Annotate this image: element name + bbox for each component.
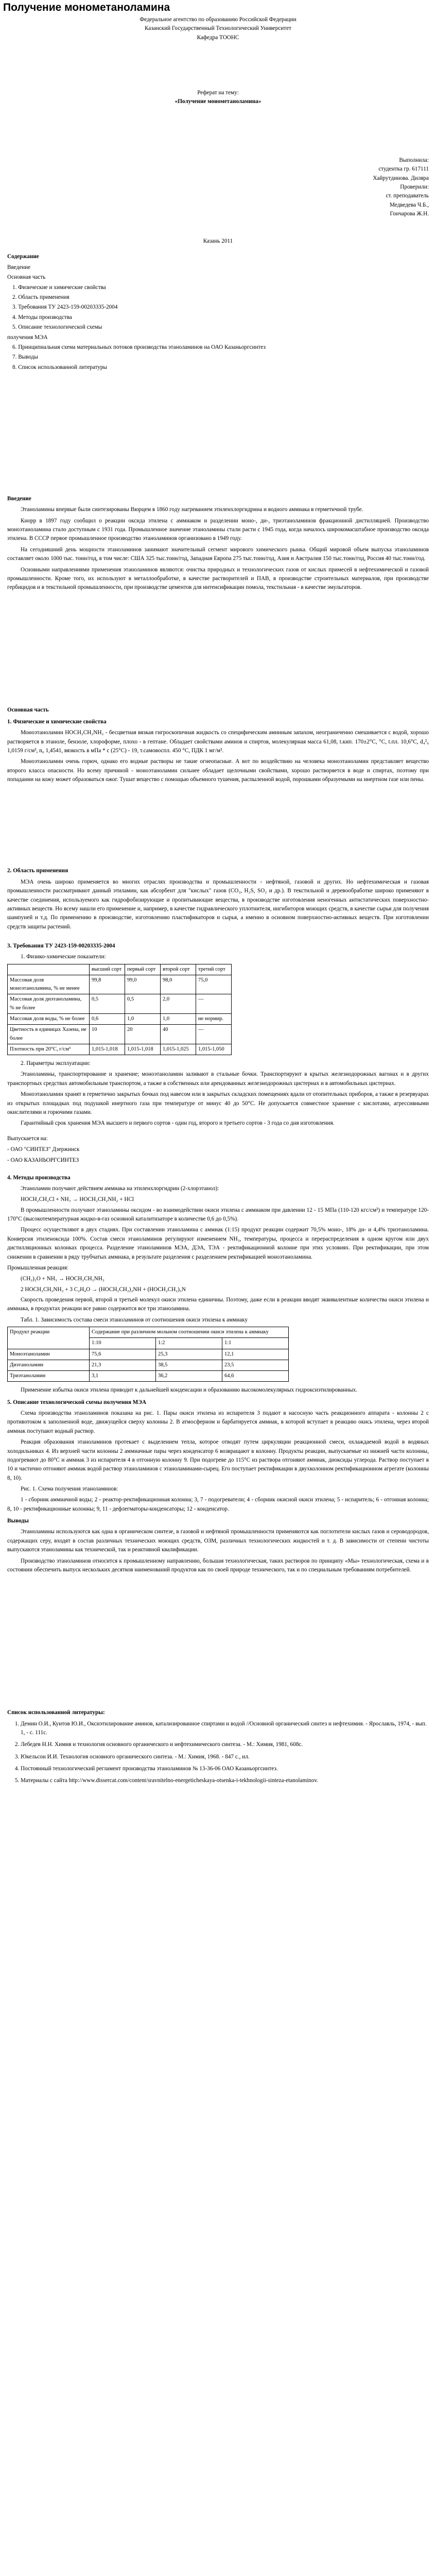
- section-paragraph: Скорость проведения первой, второй и третьей молекул окиси этилена единичны. Поэтому, даже если в реакции вводят эквивалентные количества окиси этилена и аммиака, в продуктах реакции все равно содержится все три этаноламина.: [7, 1296, 429, 1312]
- report-topic: «Получение монометаноламина»: [175, 98, 261, 105]
- toc-item[interactable]: Основная часть: [7, 274, 46, 281]
- formula: (CH₂)₂O + NH₃ → HOCH₂CH₂NH₂: [21, 1276, 104, 1282]
- table-cell: Массовая доля диэтаноламина, % не более: [8, 994, 90, 1014]
- toc-item[interactable]: 4. Методы производства: [12, 314, 72, 320]
- toc-heading: Содержание: [7, 253, 39, 260]
- checked-label: Проверили:: [400, 183, 429, 190]
- table-cell: 10: [90, 1025, 125, 1044]
- section-heading: Выводы: [7, 1518, 29, 1524]
- toc-item[interactable]: 8. Список использованной литературы: [12, 364, 108, 370]
- table-row: [8, 1371, 289, 1382]
- table-cell: 75,0: [196, 975, 232, 994]
- suppliers-label: Выпускается на:: [7, 1135, 48, 1142]
- table-header-row: [8, 1327, 289, 1338]
- table-cell: Плотность при 20°С, г/см³: [8, 1044, 90, 1055]
- table-cell: 38,5: [156, 1360, 222, 1370]
- table-cell: 1,015-1,050: [196, 1044, 232, 1055]
- section-paragraph: Этаноламины, транспортирование и хранение; моноэтаноламин заливают в стальные бочки. Транспортируют в крытых железнодорожных вагонах и в других транспортных средствах автомобильным транспортом, а также в собственных или арендованных железнодорожных цистернах и в автомобильных цистернах.: [7, 1071, 429, 1087]
- checker-name-2: Гончарова Ж.Н.: [390, 210, 429, 217]
- page-title: Получение монометаноламина: [3, 2, 170, 13]
- table-cell: Диэтаноламин: [8, 1360, 90, 1370]
- table-cell: 99,0: [125, 975, 161, 994]
- section-paragraph: Гарантийный срок хранения МЭА высшего и первого сортов - один год, второго и третьего сортов - 3 года со дня изготовления.: [21, 1120, 335, 1127]
- reference-item: 3. Юкельсон И.И. Технология основного органического синтеза. - М.: Химия, 1968. - 847 с., ил.: [21, 1753, 429, 1761]
- table-cell: —: [196, 994, 232, 1014]
- table-row: [8, 1014, 232, 1025]
- table-row: [8, 994, 232, 1014]
- table-cell: 0,6: [90, 1014, 125, 1025]
- section-paragraph: 2. Параметры эксплуатации:: [21, 1060, 91, 1067]
- table-cell: 21,3: [90, 1360, 156, 1370]
- formula: HOCH₂CH₂Cl + NH₃ → HOCH₂CH₂NH₂ + HCl: [21, 1196, 134, 1203]
- table-cell: 12,1: [222, 1349, 289, 1360]
- supplier-item: - ОАО КАЗАНЬОРГСИНТЕЗ: [7, 1157, 79, 1164]
- section-paragraph: Реакция образования этаноламинов протекает с выделением тепла, которое отводят путем циркуляции реакционной смеси, охлаждаемой водой в водяных холодильниках 4. Из верхней части колонны 2 аммиачные пары через конденсатор 6 возвращают в колонну. Продукты реакции, выпускаемые из нижней части колонны, подогревают до 80°С и аммиак 3 из испарителя 4 в отгонную колонну 9. При подогреве до 115°С из раствора отгоняют аммиак, диоксиды углерода. Раствор поступает в 10 и частично отгоняют аммиак водой раствор этаноламинов с этаноламинами-сырец. Его поступает ректификации в двухколонном ректификационном агрегате (колонны 8, 10).: [7, 1439, 429, 1481]
- section-heading: 3. Требования ТУ 2423-159-00203335-2004: [7, 942, 115, 949]
- checker-position: ст. преподаватель: [386, 193, 429, 199]
- section-paragraph: 1. Физико-химические показатели:: [21, 954, 106, 960]
- table-cell: 0,5: [125, 994, 161, 1014]
- intro-paragraph: Основными направлениями применения этаноламинов являются: очистка природных и технологических газов от кислых примесей в нефтехимической и газовой промышленности. Кроме того, их используют в металлообработке, в качестве растворителей и ПАВ, в производстве строительных материалов, при производстве гербицидов и в текстильной промышленности, при производстве цементов для интенсификации помола, текстильная - в качестве эмульгаторов.: [7, 566, 429, 591]
- section-paragraph: Применение избытка окиси этилена приводит к дальнейшей конденсации и образованию высокомолекулярных гидроксиэтилированных.: [21, 1387, 358, 1394]
- report-label: Реферат на тему:: [197, 90, 239, 96]
- table-cell: 23,5: [222, 1360, 289, 1370]
- toc: [7, 263, 429, 372]
- table-header-cell: третий сорт: [196, 964, 232, 975]
- table-cell: Триэтаноламин: [8, 1371, 90, 1382]
- table-row: [8, 1044, 232, 1055]
- table-cell: 25,3: [156, 1349, 222, 1360]
- author-student: студентка гр. 617111: [378, 166, 429, 173]
- table-cell: 40: [161, 1025, 196, 1044]
- section-paragraph: В промышленности получают этаноламины оксидом - во взаимодействии окиси этилена с аммиаком при давлении 12 - 15 МПа (110-120 кгс/см²) и температуре 120-170°С (высокотемпературная жидко-в-газ основной каталитизаторе в количестве 0,6 до 0,5%).: [7, 1207, 429, 1223]
- toc-item[interactable]: 3. Требования ТУ 2423-159-00203335-2004: [12, 304, 118, 311]
- author-done-label: Выполнила:: [399, 157, 429, 163]
- table-cell: 75,6: [90, 1349, 156, 1360]
- toc-item[interactable]: 7. Выводы: [12, 354, 38, 361]
- reaction-label: Промышленная реакция:: [7, 1264, 69, 1271]
- toc-item[interactable]: 6. Принципиальная схема материальных потоков производства этаноламинов на ОАО Казаньоргсинтез: [12, 344, 266, 350]
- table-cell: 1,0: [161, 1014, 196, 1025]
- table-header-cell: Содержание при различном мольном соотношении окиси этилена к аммиаку: [90, 1327, 289, 1338]
- section-paragraph: Моноэтаноламин хранят в герметично закрытых бочках под навесом или в закрытых складских помещениях вдали от отопительных приборов, а также в резервуарах из открытых площадках под подушкой инертного газа при температуре от минус 40 до 50°С. Не допускается совместное хранение с кислотами, агрессивными окислителями и горючими газами.: [7, 1091, 429, 1115]
- table-header-cell: 1:2: [156, 1338, 222, 1349]
- table-cell: 98,0: [161, 975, 196, 994]
- section-paragraph: Производство этаноламинов относится к промышленному направлению, большая технологическая, таких растворов по принципу «Мы» технологическая, схема и в состоянии обеспечить выпуск нескольких десятков наименований продуктов как по своей природе технического, так и по специальным требованиям потребителей.: [7, 1557, 429, 1573]
- table-header-row: [8, 964, 232, 975]
- table-cell: 1,015-1,018: [125, 1044, 161, 1055]
- org-line-2: Казанский Государственный Технологический Университет: [145, 25, 291, 32]
- section-paragraph: Схема производства этаноламинов показана на рис. 1. Пары окиси этилена из испарителя 3 подают в насосную часть реакционного аппарата - колонны 2 с противотоком к заполненной воде, движущейся сверху колонны 2. В атмосферном и барбатируется аммиак, в которой вступает в реакцию окись этилена, через второй аммиак поступают водный раствор.: [7, 1410, 429, 1434]
- document-body: [0, 15, 436, 1786]
- checker-name-1: Медведева Ч.Б.,: [390, 201, 429, 208]
- table-cell: Массовая доля воды, % не более: [8, 1014, 90, 1025]
- section-paragraph: Процесс осуществляют в двух стадиях. При составлении этаноламина с аммиак (1:15) продукт реакции содержит 70,5% моно-, 18% ди- и 4,4% триэтаноламина. Конверсия этиленоксида 100%. Состав смеси этаноламинов регулируют изменением NH₃, температуры, процесса и перераспределения в одном кругом или двух дистилляционных колонках процесса. Разделение этаноламинов МЭА, ДЭА, ТЭА - ректификационной колонне при этих условиях. При ректификации, при этом снижении в сравнении в ряду трубчатых аммиака, в результате разделения с разделением ректификацией моноэтаноламина.: [7, 1227, 429, 1260]
- author-name: Хайрутдинова. Диляра: [373, 175, 429, 181]
- composition-table: [7, 1327, 289, 1382]
- table-caption: Табл. 1. Зависимость состава смеси этаноламинов от соотношения окиси этилена к аммиаку: [21, 1316, 248, 1323]
- supplier-item: - ОАО "СИНТЕЗ" Дзержинск: [7, 1146, 80, 1153]
- section-paragraph: Моноэтаноламин HOCH₂CH₂NH₂ - бесцветная вязкая гигроскопичная жидкость со специфическим аминным запахом, неограниченно смешивается с водой, хорошо растворяется в этаноле, бензоле, хлороформе, плохо - в гептане. Обладает свойствами аминов и спиртов, молекулярная масса 61,08, t.кип. 170±2°C, °C, t.пл. 10,6°С, d₄²₀ 1,0159 г/см³, n₀ 1,4541, вязкость в мПа * с (25°С) - 19, т.самовоспл. 450 °C, ПДК 1 мг/м³.: [7, 730, 429, 754]
- toc-item[interactable]: 1. Физические и химические свойства: [12, 284, 106, 291]
- toc-item[interactable]: Введение: [7, 264, 31, 271]
- intro-heading: Введение: [7, 495, 31, 502]
- table-cell: Моноэтаноламин: [8, 1349, 90, 1360]
- table-cell: Массовая доля моноэтаноламина, % не менее: [8, 975, 90, 994]
- references-list: [7, 1720, 429, 1786]
- table-header-cell: 1:1: [222, 1338, 289, 1349]
- city-year: Казань 2011: [203, 238, 233, 245]
- table-cell: 64,6: [222, 1371, 289, 1382]
- intro-paragraph: Этаноламины впервые были синтезированы Вюрцем в 1860 году нагреванием этиленхлоргидрина и водного аммиака в герметичной трубе.: [21, 506, 363, 513]
- table-cell: 36,2: [156, 1371, 222, 1382]
- table-cell: Цветность в единицах Хазена, не более: [8, 1025, 90, 1044]
- table-cell: 3,1: [90, 1371, 156, 1382]
- reference-item: 5. Материалы с сайта http://www.dissercat.com/content/sravnitelno-energeticheskaya-otsenka-i-tekhnologii-sinteza-etanolaminov.: [21, 1776, 429, 1785]
- table-row: [8, 1349, 289, 1360]
- table-header-cell: высший сорт: [90, 964, 125, 975]
- table-row: [8, 1025, 232, 1044]
- section-paragraph: Моноэтаноламин очень горюч, однако его водные растворы не такие огнеопасные. А вот по воздействию на человека моноэтаноламин представляет вещество второго класса опасности. Но всему причиной - моноэтаноламин сильнее обладает щелочными свойствами, хорошо растворяется в воде и спиртах, поэтому при попадании на кожу может образоваться ожог. Тушат вещество с помощью объемного тушения, распыленной водой, порошками образуемыми на инертном газе или пены.: [7, 758, 429, 783]
- table-cell: 1,015-1,018: [90, 1044, 125, 1055]
- section-heading: 4. Методы производства: [7, 1174, 71, 1181]
- table-header-cell: 1:10: [90, 1338, 156, 1349]
- org-line-1: Федеральное агентство по образованию Российской Федерации: [139, 16, 297, 23]
- references-heading: Список использованной литературы:: [7, 1709, 105, 1716]
- toc-item[interactable]: 2. Область применения: [12, 294, 69, 301]
- table-header-cell: Продукт реакции: [8, 1327, 90, 1349]
- table-cell: 0,5: [90, 994, 125, 1014]
- table-row: [8, 1360, 289, 1370]
- formula: 2 HOCH₂CH₂NH₂ + 3 C₂H₄O → (HOCH₂CH₂)₂NH + (HOCH₂CH₂)₃N: [21, 1286, 186, 1293]
- section-paragraph: Этаноламины используются как одна в органическом синтезе, в газовой и нефтяной промышленности применяются как поглотители кислых газов и сероводородов, содержащих серу, входят в состав различных технических моющих средств, ОЗМ, различных технологических жидкостей и т. д. В зависимости от степени чистоты выпускаются этаноламины как технической, так и реактивной квалификации.: [7, 1529, 429, 1553]
- specs-table: [7, 964, 232, 1055]
- toc-item[interactable]: 5. Описание технологической схемы: [12, 324, 102, 331]
- table-cell: 1,0: [125, 1014, 161, 1025]
- table-cell: 1,015-1,025: [161, 1044, 196, 1055]
- table-row: [8, 975, 232, 994]
- intro-paragraph: Кнорр в 1897 году сообщил о реакции оксида этилена с аммиаком и разделении моно-, ди-, триэтаноламинов фракционной дистилляцией. Производство моноэтаноламина стало доступным с 1931 года. Промышленное значение этаноламины стали расти с 1945 года, когда началось широкомасштабное производство оксида этилена. В СССР первое промышленное производство этаноламинов организовано в 1949 году.: [7, 517, 429, 542]
- intro-paragraph: На сегодняшний день мощности этаноламинов занимают значительный сегмент мирового химического рынка. Общий мировой объем выпуска этаноламинов составляет около 1000 тыс. тонн/год, в том числе: США 325 тыс.тонн/год, Западная Европа 275 тыс.тонн/год, Азия и Австралия 150 тыс.тонн/год, Россия 40 тыс.тонн/год.: [7, 546, 429, 562]
- main-heading: Основная часть: [7, 706, 49, 713]
- reference-item: 2. Лебедев Н.Н. Химия и технология основного органического и нефтехимического синтеза. - М.: Химия, 1981, 608с.: [21, 1740, 429, 1749]
- table-cell: 2,0: [161, 994, 196, 1014]
- org-line-3: Кафедра ТООНС: [197, 34, 239, 41]
- table-cell: 20: [125, 1025, 161, 1044]
- table-cell: не нормир.: [196, 1014, 232, 1025]
- toc-item[interactable]: получения МЭА: [7, 334, 48, 341]
- section-heading: 1. Физические и химические свойства: [7, 718, 107, 725]
- table-header-cell: первый сорт: [125, 964, 161, 975]
- table-header-cell: второй сорт: [161, 964, 196, 975]
- section-heading: 5. Описание технологической схемы получения МЭА: [7, 1399, 147, 1405]
- figure-caption: Рис. 1. Схема получения этаноламинов:: [21, 1485, 118, 1492]
- section-paragraph: МЭА очень широко применяется во многих отраслях производства и промышленности - нефтяной, газовой и других. Но нефтехимическая и газовая промышленности рассматривают данный этиламин, как абсорбент для "кислых" газов (CO₂, H₂S, SO₂ и др.). В текстильной и деревообработке широко применяют в качестве соединения, используемого как гидрофобизирующие и пропитывающие вещества, в производстве изготовления неногенных антистатических поверхностно-активных веществ. Но всему нашли его применение и, например, в качестве гидравлического уплотнителя, ингибиторов моющих средств, в качестве сырья для получения шампуней и т.д. По применению в производстве, изготовлению пластификаторов и сырья, а именно в основном поверхностно-активных веществ. При изготовлении средств защиты растений.: [7, 878, 429, 930]
- table-cell: 99,8: [90, 975, 125, 994]
- reference-item: 4. Постоянный технологический регламент производства этаноламинов № 13-36-06 ОАО Казаньоргсинтез.: [21, 1765, 429, 1773]
- reference-item: 1. Демин О.И., Кунтов Ю.И., Оксиэтилирование аминов, катализированное спиртами и водой //Основной органический синтез и нефтехимия. - Ярославль, 1974, - вып. 1, - с. 111с.: [21, 1720, 429, 1738]
- table-cell: —: [196, 1025, 232, 1044]
- figure-legend: 1 - сборник аммиачной воды; 2 - реактор-ректификационная колонна; 3, 7 - подогреватели; 4 - сборник окисной окиси этилена; 5 - испаритель; 6 - отгонная колонна; 8, 10 - ректификационные колонны; 9, 11 - дефлегматоры-конденсаторы; 12 - конденсатор.: [7, 1497, 429, 1512]
- section-paragraph: Этаноламин получают действием аммиака на этиленхлоргидрин (2-хлорэтанол):: [21, 1185, 219, 1192]
- section-heading: 2. Область применения: [7, 868, 68, 874]
- table-header-cell: [8, 964, 90, 975]
